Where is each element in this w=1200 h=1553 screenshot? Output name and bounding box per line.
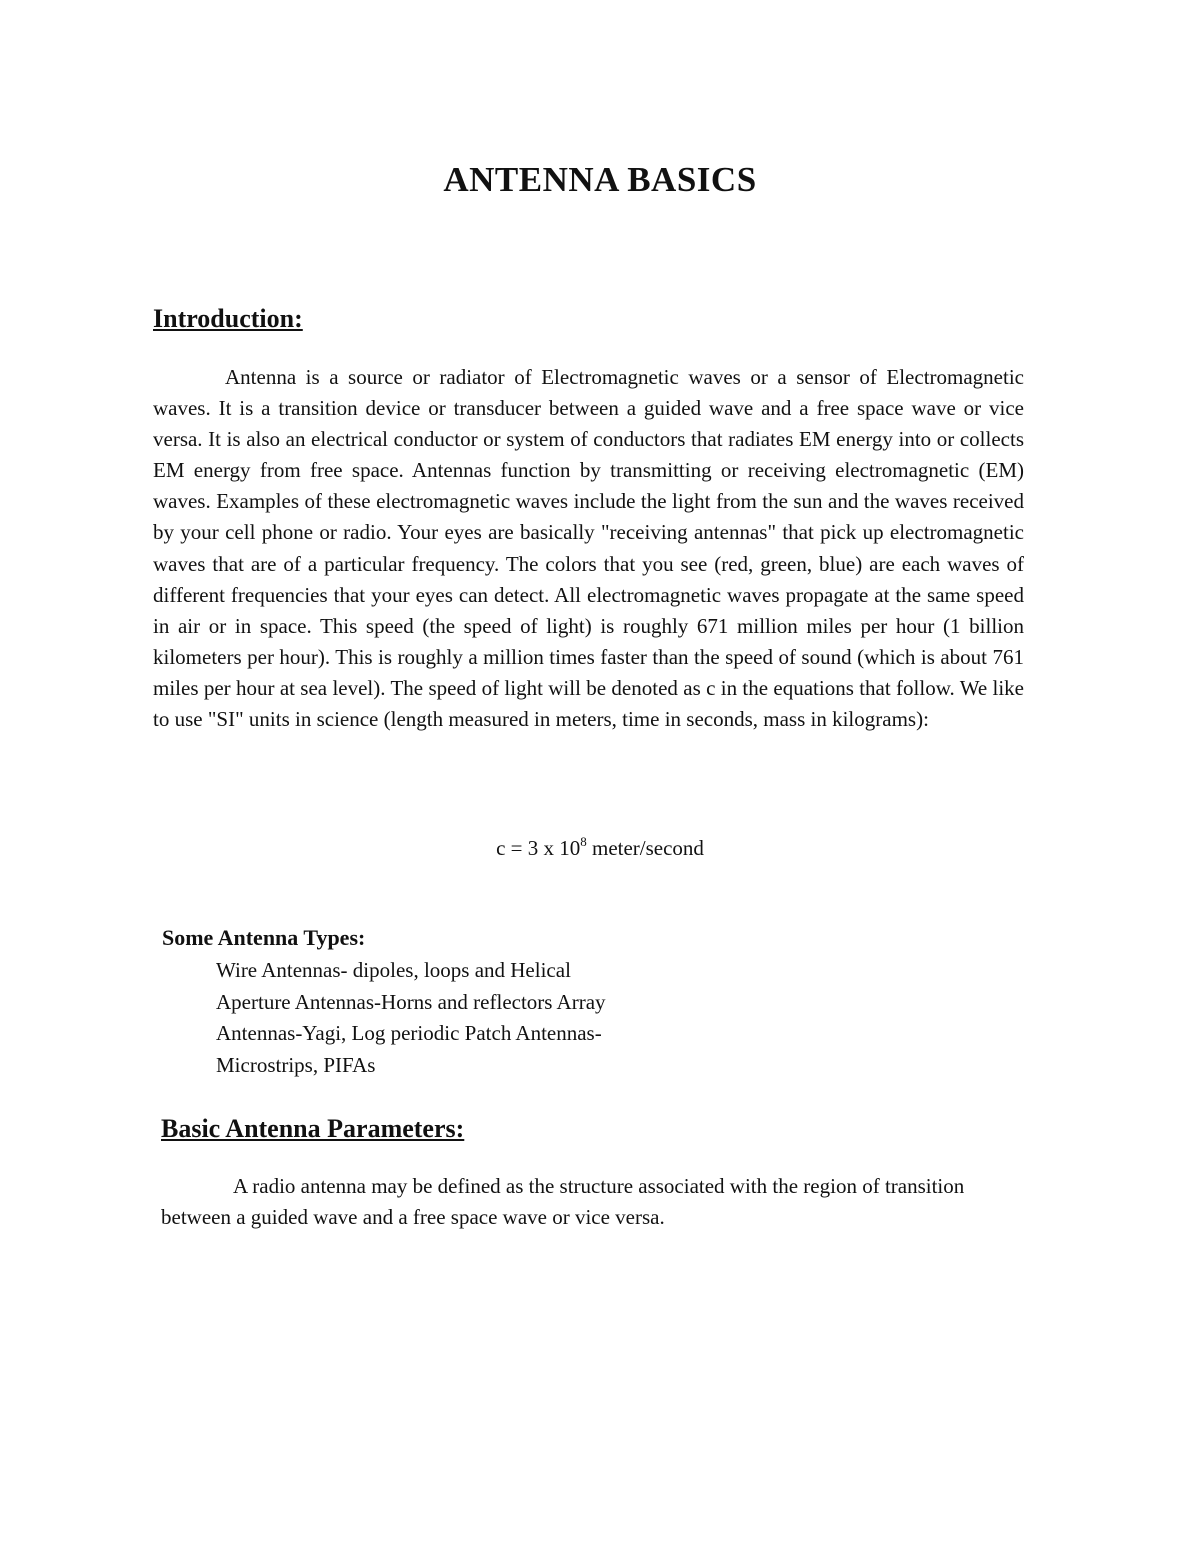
- speed-of-light-equation: [0, 834, 1200, 861]
- antenna-types-line: Wire Antennas- dipoles, loops and Helical: [216, 958, 571, 982]
- antenna-types-list: [216, 955, 736, 1081]
- basic-parameters-heading: Basic Antenna Parameters:: [161, 1114, 465, 1143]
- equation-unit: meter/second: [586, 836, 704, 860]
- antenna-types-line: Aperture Antennas-Horns and reflectors Array: [216, 989, 606, 1014]
- introduction-heading: Introduction:: [153, 304, 303, 333]
- antenna-types-line: Microstrips, PIFAs: [216, 1052, 376, 1077]
- equation-exponent: 8: [580, 834, 587, 849]
- antenna-types-heading: Some Antenna Types:: [162, 925, 366, 950]
- basic-parameters-paragraph: A radio antenna may be defined as the structure associated with the region of transition between a guided wave and a free space wave or vice versa.: [161, 1174, 965, 1229]
- document-title: ANTENNA BASICS: [443, 160, 757, 199]
- introduction-paragraph: Antenna is a source or radiator of Electromagnetic waves or a sensor of Electromagnetic waves. It is a transition device or transducer between a guided wave and a free space wave or vice versa. It is also an electrical conductor or system of conductors that radiates EM energy into or collects EM energy from free space. Antennas function by transmitting or receiving electromagnetic (EM) waves. Examples of these electromagnetic waves include the light from the sun and the waves received by your cell phone or radio. Your eyes are basically "receiving antennas" that pick up electromagnetic waves that are of a particular frequency. The colors that you see (red, green, blue) are each waves of different frequencies that your eyes can detect. All electromagnetic waves propagate at the same speed in air or in space. This speed (the speed of light) is roughly 671 million miles per hour (1 billion kilometers per hour). This is roughly a million times faster than the speed of sound (which is about 761 miles per hour at sea level). The speed of light will be denoted as c in the equations that follow. We like to use "SI" units in science (length measured in meters, time in seconds, mass in kilograms):: [153, 365, 1024, 732]
- equation-lhs: c = 3 x 10: [496, 836, 581, 860]
- antenna-types-line: Antennas-Yagi, Log periodic Patch Antennas-: [216, 1021, 602, 1045]
